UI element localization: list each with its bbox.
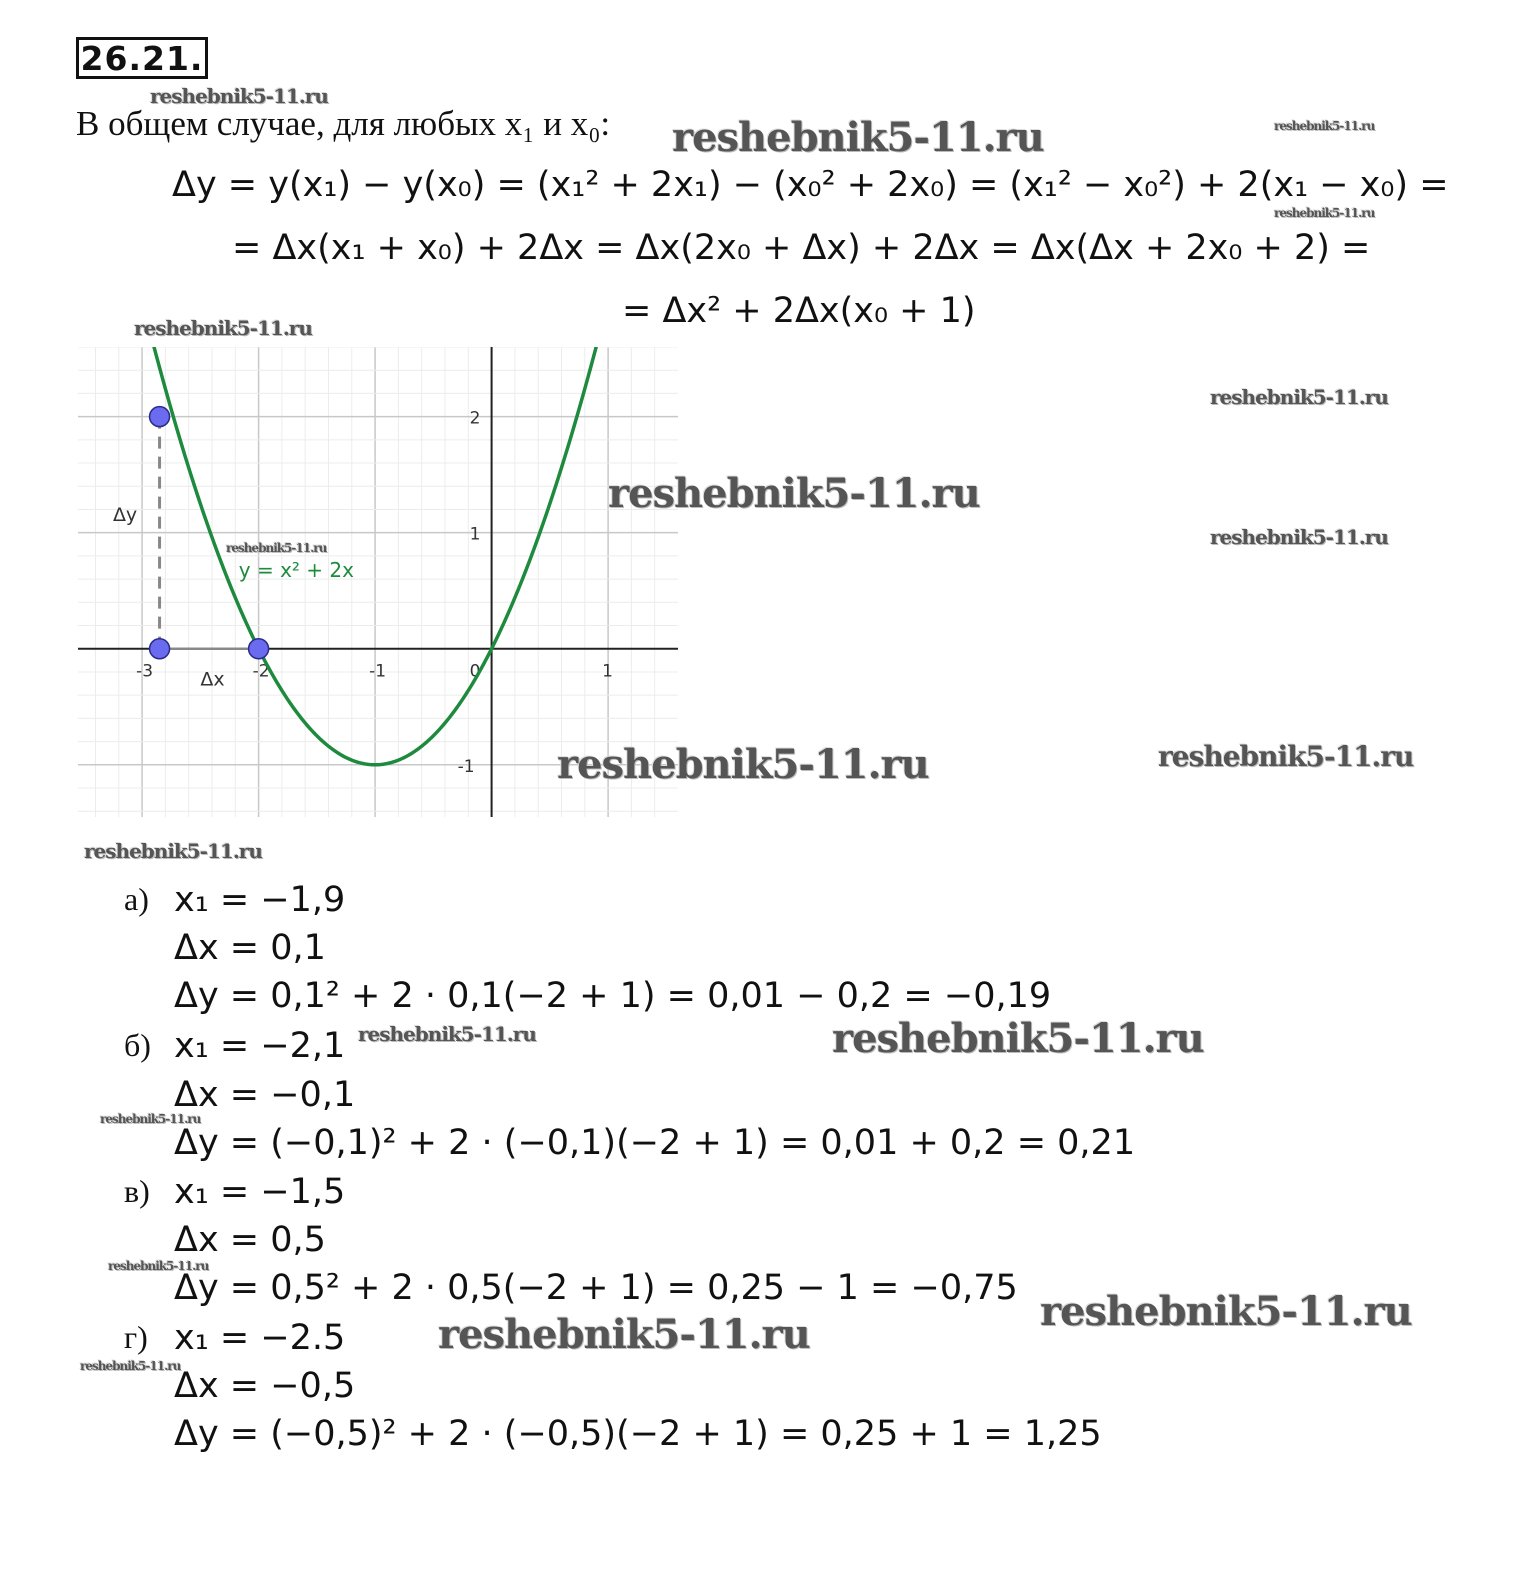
part-b-label: б) — [124, 1027, 151, 1063]
watermark: reshebnik5-11.ru — [672, 114, 1044, 161]
watermark: reshebnik5-11.ru — [358, 1022, 536, 1046]
watermark: reshebnik5-11.ru — [1274, 119, 1375, 133]
watermark: reshebnik5-11.ru — [1274, 206, 1375, 220]
part-b-dy: Δy = (−0,1)² + 2 · (−0,1)(−2 + 1) = 0,01 + 0,2 = 0,21 — [174, 1123, 1136, 1163]
watermark: reshebnik5-11.ru — [557, 741, 929, 788]
part-a-dy: Δy = 0,1² + 2 · 0,1(−2 + 1) = 0,01 − 0,2 = −0,19 — [174, 976, 1052, 1016]
watermark: reshebnik5-11.ru — [108, 1259, 209, 1273]
graph-point — [249, 639, 269, 659]
y-tick-label: -1 — [457, 756, 475, 777]
watermark: reshebnik5-11.ru — [80, 1359, 181, 1373]
x-tick-label: -2 — [252, 661, 270, 682]
x-tick-label: 1 — [602, 661, 613, 682]
watermark: reshebnik5-11.ru — [1158, 740, 1414, 773]
watermark: reshebnik5-11.ru — [1210, 385, 1388, 409]
graph-point — [150, 639, 170, 659]
y-tick-label: 2 — [469, 408, 481, 429]
problem-number: 26.21. — [76, 37, 208, 79]
part-d-label: г) — [124, 1319, 148, 1355]
derivation-line-3: = Δx² + 2Δx(x₀ + 1) — [622, 291, 976, 331]
x-tick-label: -3 — [136, 661, 154, 682]
part-c-x1: x₁ = −1,5 — [174, 1172, 346, 1212]
watermark: reshebnik5-11.ru — [226, 541, 327, 555]
part-a-x1: x₁ = −1,9 — [174, 880, 346, 920]
part-c-label: в) — [124, 1173, 150, 1209]
derivation-line-1: Δy = y(x₁) − y(x₀) = (x₁² + 2x₁) − (x₀² + 2x₀) = (x₁² − x₀²) + 2(x₁ − x₀) = — [172, 165, 1449, 205]
watermark: reshebnik5-11.ru — [832, 1015, 1204, 1062]
curve-label: y = x² + 2x — [238, 557, 354, 582]
watermark: reshebnik5-11.ru — [150, 84, 328, 108]
watermark: reshebnik5-11.ru — [1210, 525, 1388, 549]
derivation-line-2: = Δx(x₁ + x₀) + 2Δx = Δx(2x₀ + Δx) + 2Δx = Δx(Δx + 2x₀ + 2) = — [232, 228, 1371, 268]
intro-text: В общем случае, для любых x₁ и x₀: — [76, 104, 611, 143]
watermark: reshebnik5-11.ru — [608, 470, 980, 517]
x-tick-label: 0 — [469, 661, 481, 682]
watermark: reshebnik5-11.ru — [134, 316, 312, 340]
part-d-dx: Δx = −0,5 — [174, 1366, 356, 1406]
part-c-dy: Δy = 0,5² + 2 · 0,5(−2 + 1) = 0,25 − 1 = −0,75 — [174, 1268, 1018, 1308]
watermark: reshebnik5-11.ru — [1040, 1288, 1412, 1335]
x-tick-label: -1 — [369, 661, 387, 682]
part-d-x1: x₁ = −2.5 — [174, 1318, 346, 1358]
part-d-dy: Δy = (−0,5)² + 2 · (−0,5)(−2 + 1) = 0,25 + 1 = 1,25 — [174, 1414, 1102, 1454]
part-c-dx: Δx = 0,5 — [174, 1220, 326, 1260]
watermark: reshebnik5-11.ru — [100, 1112, 201, 1126]
delta-x-label: Δx — [200, 668, 225, 691]
y-tick-label: 1 — [469, 524, 481, 545]
part-b-x1: x₁ = −2,1 — [174, 1026, 346, 1066]
part-b-dx: Δx = −0,1 — [174, 1075, 356, 1115]
part-a-label: а) — [124, 881, 149, 917]
graph-point — [150, 407, 170, 427]
delta-y-label: Δy — [112, 504, 138, 527]
part-a-dx: Δx = 0,1 — [174, 928, 326, 968]
watermark: reshebnik5-11.ru — [84, 839, 262, 863]
watermark: reshebnik5-11.ru — [438, 1311, 810, 1358]
